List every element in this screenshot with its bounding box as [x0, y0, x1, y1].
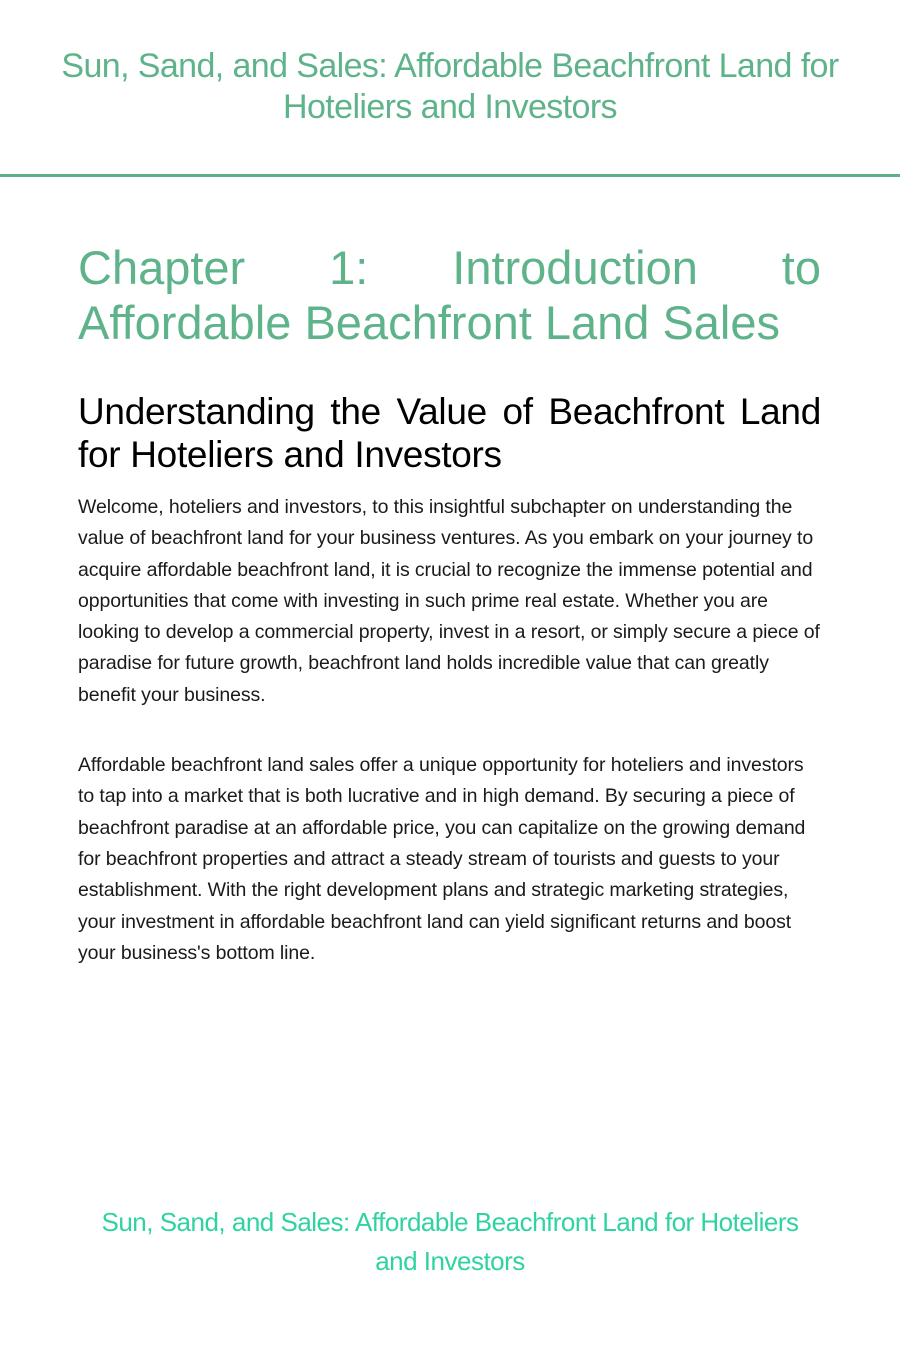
chapter-title: Chapter 1: Introduction to Affordable Beachfront Land Sales: [78, 241, 821, 349]
page-content: [78, 240, 821, 969]
body-paragraph: Affordable beachfront land sales offer a unique opportunity for hoteliers and investors to tap into a market that is both lucrative and in high demand. By securing a piece of beachfront paradise at an affordable price, you can capitalize on the growing demand for beachfront properties and attract a steady stream of tourists and guests to your establishment. With the right development plans and strategic marketing strategies, your investment in affordable beachfront land can yield significant returns and boost your business's bottom line.: [78, 754, 806, 964]
header-divider: [0, 174, 900, 177]
running-header-title: Sun, Sand, and Sales: Affordable Beachfront Land for Hoteliers and Investors: [61, 47, 839, 126]
section-title: Understanding the Value of Beachfront Land for Hoteliers and Investors: [78, 391, 821, 475]
page-header: [0, 0, 900, 176]
running-footer-title: Sun, Sand, and Sales: Affordable Beachfront Land for Hoteliers and Investors: [101, 1207, 799, 1276]
body-paragraph: Welcome, hoteliers and investors, to this insightful subchapter on understanding the value of beachfront land for your business ventures. As you embark on your journey to acquire affordable beachfront land, it is crucial to recognize the immense potential and opportunities that come with investing in such prime real estate. Whether you are looking to develop a commercial property, invest in a resort, or simply secure a piece of paradise for future growth, beachfront land holds incredible value that can greatly benefit your business.: [78, 496, 820, 706]
